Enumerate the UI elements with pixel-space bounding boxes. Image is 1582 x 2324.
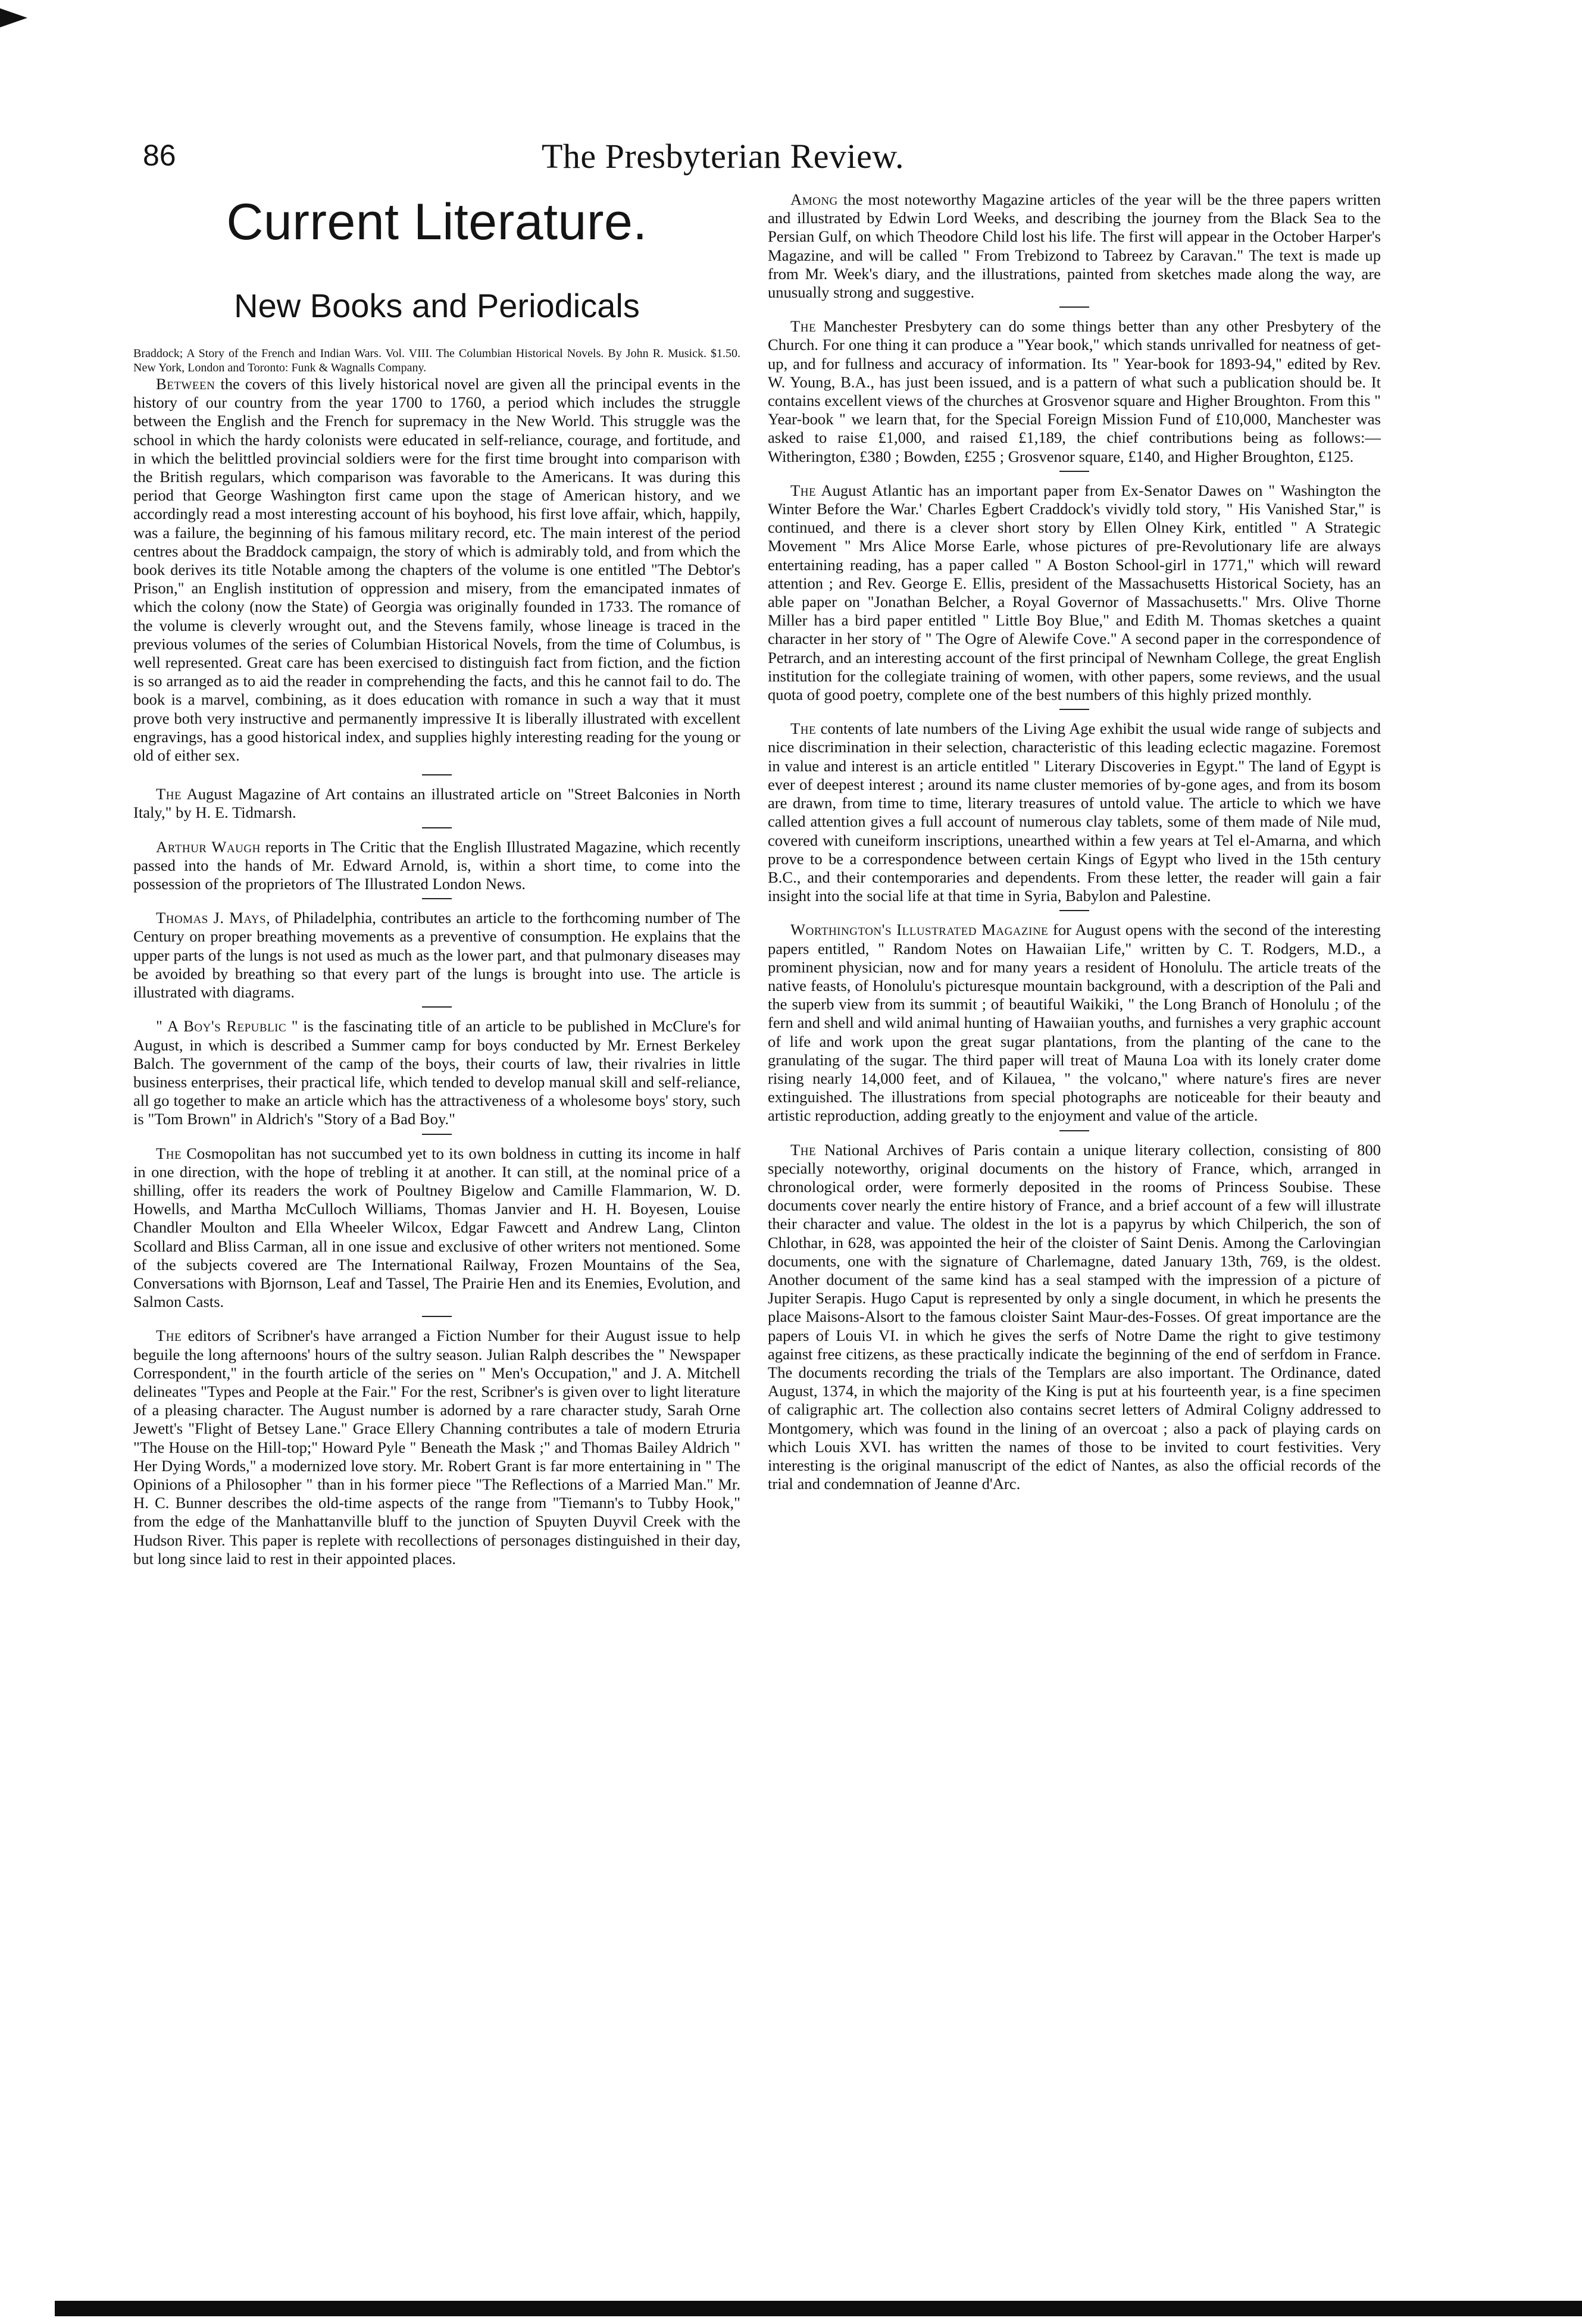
article-divider bbox=[422, 827, 452, 828]
article-paragraph: Among the most noteworthy Magazine articles of the year will be the three papers written and illustrated by Edwin Lord Weeks, and describing the journey from the Black Sea to the Persian Gulf, on which Theodore Child lost his life. The first will appear in the October Harper's Magazine, and will be called " From Trebizond to Tabreez by Caravan." The text is made up from Mr. Week's diary, and the illustrations, painted from sketches made along the way, are unusually strong and suggestive. bbox=[768, 190, 1381, 302]
article-divider bbox=[422, 774, 452, 775]
article-divider bbox=[422, 898, 452, 899]
article-divider bbox=[1059, 910, 1089, 911]
book-citation: Braddock; A Story of the French and Indian Wars. Vol. VIII. The Columbian Historical Novels. By John R. Musick. $1.50. New York, London and Toronto: Funk & Wagnalls Company. bbox=[133, 347, 740, 374]
article-divider bbox=[422, 1134, 452, 1135]
article-divider bbox=[422, 1006, 452, 1008]
left-column bbox=[133, 190, 740, 1568]
article-paragraph: Arthur Waugh reports in The Critic that the English Illustrated Magazine, which recently passed into the hands of Mr. Edward Arnold, is, within a short time, to come into the possession of the proprietors of The Illustrated London News. bbox=[133, 837, 740, 893]
article-paragraph: The National Archives of Paris contain a unique literary collection, consisting of 800 specially noteworthy, original documents on the history of France, which, arranged in chronological order, were formerly deposited in the rooms of Princess Soubise. These documents cover nearly the entire history of France, and a brief account of a few will illustrate their character and value. The oldest in the lot is a papyrus by which Chilperich, the son of Chlothar, in 628, was appointed the heir of the cloister of Saint Denis. Among the Carlovingian documents, one with the signature of Charlemagne, dated January 13th, 769, is the oldest. Another document of the same kind has a seal stamped with the impression of a picture of Jupiter Serapis. Hugo Caput is represented by only a single document, in which he presents the place Maisons-Alsort to the famous cloister Saint Maur-des-Fosses. Of great importance are the papers of Louis VI. in which he gives the serfs of Notre Dame the right to give testimony against free citizens, as these practically indicate the beginning of the end of serfdom in France. The documents recording the trials of the Templars are also important. The Ordinance, dated August, 1374, in which the majority of the King is put at his fourteenth year, is a fine specimen of caligraphic art. The collection also contains secret letters of Admiral Coligny addressed to Montgomery, which was found in the lining of an overcoat ; also a pack of playing cards on which Louis XVI. has written the names of those to be invited to court festivities. Very interesting is the original manuscript of the edict of Nantes, as also the official records of the trial and condemnation of Jeanne d'Arc. bbox=[768, 1140, 1381, 1493]
running-head: The Presbyterian Review. bbox=[542, 137, 904, 176]
article-paragraph: The August Magazine of Art contains an illustrated article on "Street Balconies in North Italy," by H. E. Tidmarsh. bbox=[133, 785, 740, 822]
article-paragraph: " A Boy's Republic " is the fascinating title of an article to be published in McClure's for August, in which is described a Summer camp for boys conducted by Mr. Ernest Berkeley Balch. The government of the camp of the boys, their courts of law, their rivalries in little business enterprises, their practical life, which tended to develop manual skill and self-reliance, all go together to make an article which has the attractiveness of a wholesome boys' story, such is "Tom Brown" in Aldrich's "Story of a Bad Boy." bbox=[133, 1017, 740, 1128]
article-paragraph: The editors of Scribner's have arranged a Fiction Number for their August issue to help beguile the long afternoons' hours of the sultry season. Julian Ralph describes the " Newspaper Correspondent," in the fourth article of the series on " Men's Occupation," and J. A. Mitchell delineates "Types and People at the Fair." For the rest, Scribner's is given over to light literature of a pleasing character. The August number is adorned by a rare character study, Sarah Orne Jewett's "Flight of Betsey Lane." Grace Ellery Channing contributes a tale of modern Etruria "The House on the Hill-top;" Howard Pyle " Beneath the Mask ;" and Thomas Bailey Aldrich " Her Dying Words," a modernized love story. Mr. Robert Grant is far more entertaining in " The Opinions of a Philosopher " than in his former piece "The Reflections of a Married Man." Mr. H. C. Bunner describes the old-time aspects of the range from "Tiemann's to Tubby Hook," from the edge of the Manhattanville bluff to the junction of Spuyten Duyvil Creek with the Hudson River. This paper is replete with recollections of personages distinguished in their day, but long since laid to rest in their appointed places. bbox=[133, 1327, 740, 1568]
article-divider bbox=[1059, 1130, 1089, 1131]
article-divider bbox=[1059, 709, 1089, 710]
section-subtitle: New Books and Periodicals bbox=[234, 287, 640, 324]
article-paragraph: The contents of late numbers of the Living Age exhibit the usual wide range of subjects and nice discrimination in their selection, characteristic of this leading eclectic magazine. Foremost in value and interest is an article entitled " Literary Discoveries in Egypt." The land of Egypt is ever of deepest interest ; around its name cluster memories of by-gone ages, and from its bosom are drawn, from time to time, literary treasures of untold value. The article to which we have called attention gives a full account of numerous clay tablets, some of them made of Nile mud, covered with cuneiform inscriptions, unearthed within a few years at Tel el-Amarna, and which prove to be a correspondence between certain Kings of Egypt who lived in the 15th century B.C., and their contemporaries and dependents. From these letter, the reader will gain a fair insight into the social life at that time in Syria, Babylon and Palestine. bbox=[768, 720, 1381, 905]
section-title: Current Literature. bbox=[226, 193, 648, 251]
article-divider bbox=[422, 1316, 452, 1317]
article-paragraph: Between the covers of this lively historical novel are given all the principal events in the history of our country from the year 1700 to 1760, a period which includes the struggle between the English and the French for supremacy in the New World. This struggle was the school in which the hardy colonists were educated in self-reliance, courage, and fortitude, and in which the belittled provincial soldiers were for the first time brought into comparison with the British regulars, which comparison was favorable to the Americans. It was during this period that George Washington first came upon the stage of American history, and we accordingly read a most interesting account of his boyhood, his first love affair, which, happily, was a failure, the beginning of his famous military record, etc. The main interest of the period centres about the Braddock campaign, the story of which is admirably told, and from which the book derives its title Notable among the chapters of the volume is one entitled "The Debtor's Prison," an English institution of oppression and misery, from the emancipated inmates of which the colony (now the State) of Georgia was originally founded in 1733. The romance of the volume is cleverly wrought out, and the Stevens family, whose lineage is traced in the previous volumes of the series of Columbian Historical Novels, from the time of Columbus, is well represented. Great care has been exercised to distinguish fact from fiction, and the fiction is so arranged as to aid the reader in comprehending the facts, and this he cannot fail to do. The book is a marvel, combining, as it does education with romance in such a way that it must prove both very instructive and permanently impressive It is liberally illustrated with excellent engravings, has a good historical index, and supplies highly interesting reading for the young or old of either sex. bbox=[133, 375, 740, 765]
article-paragraph: Worthington's Illustrated Magazine for August opens with the second of the interesting papers entitled, " Random Notes on Hawaiian Life," written by C. T. Rodgers, M.D., a prominent physician, now and for many years a resident of Honolulu. The article treats of the native feasts, of Honolulu's picturesque mountain background, with a description of the Pali and the superb view from its summit ; of beautiful Waikiki, " the Long Branch of Honolulu ; of the fern and shell and wild animal hunting of Hawaiian youths, and furnishes a very graphic account of life and work upon the great sugar plantations, from the planting of the cane to the granulating of the sugar. The third paper will treat of Mauna Loa with its lonely crater dome rising nearly 14,000 feet, and of Kilauea, " the volcano," where nature's fires are never extinguished. The illustrations from special photographs are noticeable for their beauty and artistic reproduction, adding greatly to the enjoyment and value of the article. bbox=[768, 921, 1381, 1125]
article-divider bbox=[1059, 306, 1089, 308]
article-divider bbox=[1059, 471, 1089, 472]
scan-bottom-bar bbox=[55, 2301, 1582, 2316]
right-column bbox=[768, 190, 1381, 1493]
article-paragraph: The August Atlantic has an important paper from Ex-Senator Dawes on " Washington the Winter Before the War.' Charles Egbert Craddock's vividly told story, " His Vanished Star," is continued, and there is a clever short story by Ellen Olney Kirk, entitled " A Strategic Movement " Mrs Alice Morse Earle, whose pictures of pre-Revolutionary life are always entertaining reading, has a paper called " A Boston School-girl in 1771," which will reward attention ; and Rev. George E. Ellis, president of the Massachusetts Historical Society, has an able paper on "Jonathan Belcher, a Royal Governor of Massachusetts." Mrs. Olive Thorne Miller has a bird paper entitled " Little Boy Blue," and Edith M. Thomas sketches a quaint character in her story of " The Ogre of Alewife Cove." A second paper in the correspondence of Petrarch, and an interesting account of the first principal of Newnham College, the great English institution for the collegiate training of women, with other papers, some reviews, and the usual quota of good poetry, complete one of the best numbers of this highly prized monthly. bbox=[768, 481, 1381, 704]
article-paragraph: Thomas J. Mays, of Philadelphia, contributes an article to the forthcoming number of The Century on proper breathing movements as a preventive of consumption. He explains that the upper parts of the lungs is not used as much as the lower part, and that pulmonary diseases may be avoided by breathing so that every part of the lungs is brought into use. The article is illustrated with diagrams. bbox=[133, 909, 740, 1002]
scan-corner-mark bbox=[0, 8, 27, 27]
article-paragraph: The Manchester Presbytery can do some things better than any other Presbytery of the Church. For one thing it can produce a "Year book," which stands unrivalled for neatness of get-up, and for fullness and accuracy of information. Its " Year-book for 1893-94," edited by Rev. W. Young, B.A., has just been issued, and is a pattern of what such a publication should be. It contains excellent views of the churches at Grosvenor square and Higher Broughton. From this " Year-book " we learn that, for the Special Foreign Mission Fund of £10,000, Manchester was asked to raise £1,000, and raised £1,189, the chief contributions being as follows:—Witherington, £380 ; Bowden, £255 ; Grosvenor square, £140, and Higher Broughton, £125. bbox=[768, 317, 1381, 465]
article-paragraph: The Cosmopolitan has not succumbed yet to its own boldness in cutting its income in half in one direction, with the hope of trebling it at another. It can still, at the nominal price of a shilling, offer its readers the work of Poultney Bigelow and Camille Flammarion, W. D. Howells, and Martha McCulloch Williams, Thomas Janvier and H. H. Boyesen, Louise Chandler Moulton and Ella Wheeler Wilcox, Edgar Fawcett and Andrew Lang, Clinton Scollard and Bliss Carman, all in one issue and exclusive of other writers not mentioned. Some of the subjects covered are The International Railway, Frozen Mountains of the Sea, Conversations with Bjornson, Leaf and Tassel, The Prairie Hen and its Enemies, Evolution, and Salmon Casts. bbox=[133, 1144, 740, 1311]
page-number: 86 bbox=[143, 139, 176, 172]
